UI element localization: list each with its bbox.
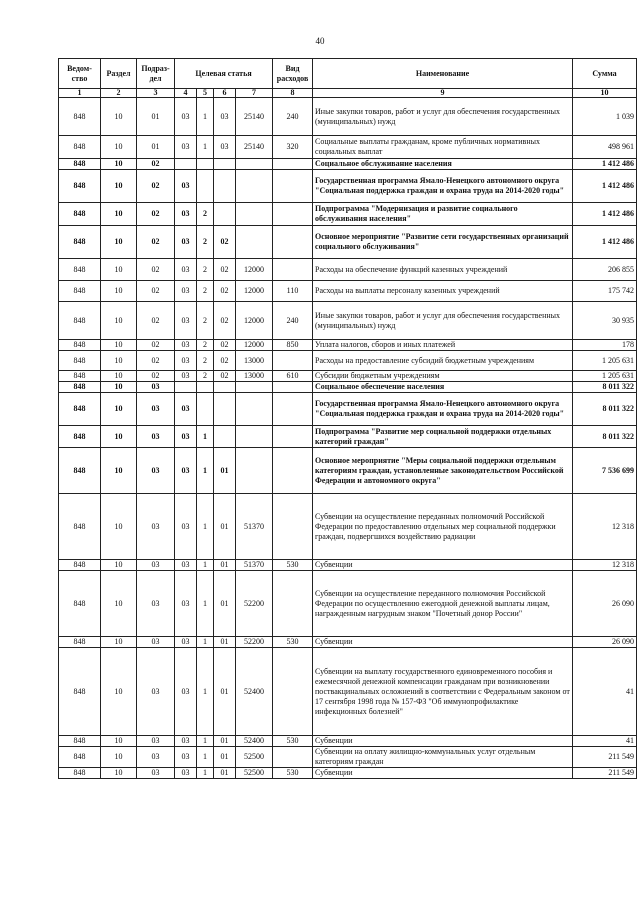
target-code-3-cell: 02 xyxy=(214,371,236,382)
target-code-4-cell xyxy=(236,170,273,203)
naimenovanie-cell: Социальные выплаты гражданам, кроме публичных нормативных социальных выплат xyxy=(313,136,573,159)
vedomstvo-cell: 848 xyxy=(59,98,101,136)
summa-cell: 8 011 322 xyxy=(573,382,637,393)
table-body xyxy=(59,98,637,779)
podrazdel-cell: 01 xyxy=(137,136,175,159)
vid-rashodov-cell: 610 xyxy=(273,371,313,382)
naimenovanie-cell: Основное мероприятие "Меры социальной поддержки отдельным категориям граждан, установленные законодательством Российской Федерации и автономного округа" xyxy=(313,448,573,494)
razdel-cell: 10 xyxy=(101,281,137,302)
vid-rashodov-cell xyxy=(273,203,313,226)
summa-cell: 7 536 699 xyxy=(573,448,637,494)
target-code-1-cell: 03 xyxy=(175,136,197,159)
vid-rashodov-cell xyxy=(273,259,313,281)
target-code-2-cell: 1 xyxy=(197,747,214,768)
target-code-2-cell: 2 xyxy=(197,203,214,226)
table-header-row xyxy=(59,59,637,89)
summa-cell: 211 549 xyxy=(573,768,637,779)
target-code-4-cell xyxy=(236,203,273,226)
podrazdel-cell: 02 xyxy=(137,159,175,170)
podrazdel-cell: 02 xyxy=(137,259,175,281)
target-code-3-cell: 01 xyxy=(214,747,236,768)
target-code-4-cell: 12000 xyxy=(236,302,273,340)
vid-rashodov-cell xyxy=(273,170,313,203)
vedomstvo-cell: 848 xyxy=(59,170,101,203)
vedomstvo-cell: 848 xyxy=(59,448,101,494)
target-code-1-cell: 03 xyxy=(175,426,197,448)
target-code-1-cell xyxy=(175,382,197,393)
razdel-cell: 10 xyxy=(101,648,137,736)
razdel-cell: 10 xyxy=(101,494,137,560)
target-code-3-cell xyxy=(214,426,236,448)
vedomstvo-cell: 848 xyxy=(59,648,101,736)
vedomstvo-cell: 848 xyxy=(59,393,101,426)
summa-cell: 1 205 631 xyxy=(573,371,637,382)
summa-cell: 8 011 322 xyxy=(573,426,637,448)
target-code-3-cell: 02 xyxy=(214,302,236,340)
header-naimenovanie: Наименование xyxy=(313,59,573,89)
vid-rashodov-cell xyxy=(273,382,313,393)
naimenovanie-cell: Субвенции на выплату государственного единовременного пособия и ежемесячной денежной компенсации гражданам при возникновении поствакцинальных осложнений в соответствии с Федеральным законом от 17 сентября 1998 года № 157-ФЗ "Об иммунопрофилактике инфекционных болезней" xyxy=(313,648,573,736)
target-code-2-cell: 2 xyxy=(197,259,214,281)
target-code-2-cell: 1 xyxy=(197,736,214,747)
table-row xyxy=(59,393,637,426)
vid-rashodov-cell: 530 xyxy=(273,736,313,747)
target-code-1-cell: 03 xyxy=(175,203,197,226)
target-code-3-cell: 01 xyxy=(214,571,236,637)
target-code-2-cell: 2 xyxy=(197,371,214,382)
podrazdel-cell: 03 xyxy=(137,560,175,571)
vid-rashodov-cell: 240 xyxy=(273,302,313,340)
razdel-cell: 10 xyxy=(101,340,137,351)
table-row xyxy=(59,382,637,393)
target-code-1-cell: 03 xyxy=(175,448,197,494)
summa-cell: 1 412 486 xyxy=(573,159,637,170)
target-code-1-cell: 03 xyxy=(175,560,197,571)
vedomstvo-cell: 848 xyxy=(59,159,101,170)
podrazdel-cell: 03 xyxy=(137,426,175,448)
summa-cell: 41 xyxy=(573,648,637,736)
target-code-2-cell xyxy=(197,159,214,170)
summa-cell: 211 549 xyxy=(573,747,637,768)
target-code-3-cell xyxy=(214,170,236,203)
vedomstvo-cell: 848 xyxy=(59,571,101,637)
target-code-4-cell: 13000 xyxy=(236,371,273,382)
target-code-1-cell: 03 xyxy=(175,768,197,779)
column-number: 8 xyxy=(273,89,313,98)
summa-cell: 1 412 486 xyxy=(573,170,637,203)
table-row xyxy=(59,340,637,351)
razdel-cell: 10 xyxy=(101,768,137,779)
column-number: 10 xyxy=(573,89,637,98)
target-code-3-cell: 01 xyxy=(214,494,236,560)
naimenovanie-cell: Подпрограмма "Модернизация и развитие социального обслуживания населения" xyxy=(313,203,573,226)
razdel-cell: 10 xyxy=(101,98,137,136)
budget-table xyxy=(58,58,637,779)
naimenovanie-cell: Государственная программа Ямало-Ненецкого автономного округа "Социальная поддержка граждан и охрана труда на 2014-2020 годы" xyxy=(313,170,573,203)
table-row xyxy=(59,494,637,560)
vedomstvo-cell: 848 xyxy=(59,226,101,259)
naimenovanie-cell: Субвенции xyxy=(313,637,573,648)
podrazdel-cell: 02 xyxy=(137,351,175,371)
table-row xyxy=(59,560,637,571)
table-row xyxy=(59,259,637,281)
vedomstvo-cell: 848 xyxy=(59,382,101,393)
target-code-1-cell: 03 xyxy=(175,98,197,136)
target-code-2-cell: 1 xyxy=(197,426,214,448)
vid-rashodov-cell xyxy=(273,571,313,637)
razdel-cell: 10 xyxy=(101,371,137,382)
target-code-3-cell: 01 xyxy=(214,560,236,571)
target-code-2-cell: 1 xyxy=(197,98,214,136)
podrazdel-cell: 02 xyxy=(137,302,175,340)
target-code-2-cell: 1 xyxy=(197,494,214,560)
razdel-cell: 10 xyxy=(101,159,137,170)
vid-rashodov-cell xyxy=(273,226,313,259)
naimenovanie-cell: Социальное обеспечение населения xyxy=(313,382,573,393)
podrazdel-cell: 03 xyxy=(137,448,175,494)
summa-cell: 1 412 486 xyxy=(573,226,637,259)
vid-rashodov-cell: 530 xyxy=(273,637,313,648)
naimenovanie-cell: Основное мероприятие "Развитие сети государственных организаций социального обслуживания" xyxy=(313,226,573,259)
column-number: 5 xyxy=(197,89,214,98)
target-code-1-cell xyxy=(175,159,197,170)
target-code-2-cell: 1 xyxy=(197,768,214,779)
vedomstvo-cell: 848 xyxy=(59,259,101,281)
summa-cell: 175 742 xyxy=(573,281,637,302)
summa-cell: 206 855 xyxy=(573,259,637,281)
razdel-cell: 10 xyxy=(101,426,137,448)
table-row xyxy=(59,351,637,371)
table-row xyxy=(59,281,637,302)
header-summa: Сумма xyxy=(573,59,637,89)
naimenovanie-cell: Субсидии бюджетным учреждениям xyxy=(313,371,573,382)
column-number: 1 xyxy=(59,89,101,98)
vid-rashodov-cell xyxy=(273,648,313,736)
table-row xyxy=(59,203,637,226)
naimenovanie-cell: Субвенции xyxy=(313,768,573,779)
target-code-3-cell: 01 xyxy=(214,448,236,494)
vid-rashodov-cell xyxy=(273,426,313,448)
naimenovanie-cell: Расходы на выплаты персоналу казенных учреждений xyxy=(313,281,573,302)
podrazdel-cell: 02 xyxy=(137,170,175,203)
target-code-4-cell: 25140 xyxy=(236,98,273,136)
target-code-4-cell: 12000 xyxy=(236,259,273,281)
razdel-cell: 10 xyxy=(101,448,137,494)
target-code-3-cell: 01 xyxy=(214,648,236,736)
target-code-4-cell: 52500 xyxy=(236,768,273,779)
header-razdel: Раздел xyxy=(101,59,137,89)
column-number: 2 xyxy=(101,89,137,98)
table-row xyxy=(59,371,637,382)
target-code-2-cell: 2 xyxy=(197,226,214,259)
target-code-1-cell: 03 xyxy=(175,371,197,382)
target-code-2-cell: 1 xyxy=(197,571,214,637)
target-code-1-cell: 03 xyxy=(175,281,197,302)
target-code-3-cell: 02 xyxy=(214,281,236,302)
vedomstvo-cell: 848 xyxy=(59,340,101,351)
target-code-2-cell: 2 xyxy=(197,302,214,340)
target-code-3-cell: 01 xyxy=(214,637,236,648)
summa-cell: 30 935 xyxy=(573,302,637,340)
vedomstvo-cell: 848 xyxy=(59,426,101,448)
naimenovanie-cell: Уплата налогов, сборов и иных платежей xyxy=(313,340,573,351)
header-celevaya-statya: Целевая статья xyxy=(175,59,273,89)
podrazdel-cell: 03 xyxy=(137,382,175,393)
table-row xyxy=(59,747,637,768)
summa-cell: 41 xyxy=(573,736,637,747)
podrazdel-cell: 03 xyxy=(137,637,175,648)
vid-rashodov-cell xyxy=(273,351,313,371)
target-code-4-cell xyxy=(236,159,273,170)
target-code-3-cell: 01 xyxy=(214,768,236,779)
table-row xyxy=(59,637,637,648)
vedomstvo-cell: 848 xyxy=(59,351,101,371)
target-code-4-cell: 51370 xyxy=(236,494,273,560)
podrazdel-cell: 02 xyxy=(137,371,175,382)
column-number: 6 xyxy=(214,89,236,98)
table-row xyxy=(59,736,637,747)
target-code-4-cell: 52400 xyxy=(236,736,273,747)
vid-rashodov-cell xyxy=(273,393,313,426)
table-row xyxy=(59,648,637,736)
target-code-1-cell: 03 xyxy=(175,259,197,281)
razdel-cell: 10 xyxy=(101,170,137,203)
target-code-4-cell: 12000 xyxy=(236,281,273,302)
target-code-3-cell xyxy=(214,203,236,226)
vid-rashodov-cell: 530 xyxy=(273,768,313,779)
target-code-3-cell: 02 xyxy=(214,259,236,281)
target-code-4-cell xyxy=(236,382,273,393)
vedomstvo-cell: 848 xyxy=(59,747,101,768)
table-row xyxy=(59,571,637,637)
naimenovanie-cell: Подпрограмма "Развитие мер социальной поддержки отдельных категорий граждан" xyxy=(313,426,573,448)
razdel-cell: 10 xyxy=(101,351,137,371)
target-code-3-cell: 01 xyxy=(214,736,236,747)
summa-cell: 1 205 631 xyxy=(573,351,637,371)
razdel-cell: 10 xyxy=(101,259,137,281)
target-code-4-cell xyxy=(236,393,273,426)
column-number: 3 xyxy=(137,89,175,98)
razdel-cell: 10 xyxy=(101,302,137,340)
naimenovanie-cell: Расходы на предоставление субсидий бюджетным учреждениям xyxy=(313,351,573,371)
target-code-1-cell: 03 xyxy=(175,571,197,637)
target-code-4-cell xyxy=(236,426,273,448)
podrazdel-cell: 02 xyxy=(137,226,175,259)
naimenovanie-cell: Иные закупки товаров, работ и услуг для обеспечения государственных (муниципальных) нужд xyxy=(313,302,573,340)
target-code-4-cell: 25140 xyxy=(236,136,273,159)
vedomstvo-cell: 848 xyxy=(59,768,101,779)
podrazdel-cell: 03 xyxy=(137,494,175,560)
target-code-1-cell: 03 xyxy=(175,170,197,203)
target-code-2-cell xyxy=(197,170,214,203)
target-code-3-cell: 02 xyxy=(214,226,236,259)
target-code-3-cell xyxy=(214,159,236,170)
target-code-2-cell: 1 xyxy=(197,648,214,736)
target-code-2-cell: 2 xyxy=(197,340,214,351)
vid-rashodov-cell xyxy=(273,159,313,170)
razdel-cell: 10 xyxy=(101,226,137,259)
vedomstvo-cell: 848 xyxy=(59,302,101,340)
column-number: 4 xyxy=(175,89,197,98)
razdel-cell: 10 xyxy=(101,747,137,768)
summa-cell: 12 318 xyxy=(573,494,637,560)
target-code-2-cell: 2 xyxy=(197,351,214,371)
vedomstvo-cell: 848 xyxy=(59,560,101,571)
vid-rashodov-cell xyxy=(273,494,313,560)
vedomstvo-cell: 848 xyxy=(59,494,101,560)
target-code-4-cell: 51370 xyxy=(236,560,273,571)
summa-cell: 8 011 322 xyxy=(573,393,637,426)
razdel-cell: 10 xyxy=(101,382,137,393)
podrazdel-cell: 03 xyxy=(137,571,175,637)
naimenovanie-cell: Субвенции на осуществление переданных полномочий Российской Федерации по предоставлению отдельных мер социальной поддержки граждан, подвергшихся воздействию радиации xyxy=(313,494,573,560)
razdel-cell: 10 xyxy=(101,203,137,226)
podrazdel-cell: 03 xyxy=(137,736,175,747)
target-code-3-cell xyxy=(214,393,236,426)
table-row xyxy=(59,136,637,159)
naimenovanie-cell: Социальное обслуживание населения xyxy=(313,159,573,170)
naimenovanie-cell: Расходы на обеспечение функций казенных учреждений xyxy=(313,259,573,281)
podrazdel-cell: 03 xyxy=(137,393,175,426)
target-code-2-cell xyxy=(197,393,214,426)
target-code-4-cell xyxy=(236,226,273,259)
naimenovanie-cell: Субвенции xyxy=(313,736,573,747)
vid-rashodov-cell: 530 xyxy=(273,560,313,571)
target-code-1-cell: 03 xyxy=(175,340,197,351)
target-code-2-cell: 1 xyxy=(197,560,214,571)
naimenovanie-cell: Государственная программа Ямало-Ненецкого автономного округа "Социальная поддержка граждан и охрана труда на 2014-2020 годы" xyxy=(313,393,573,426)
target-code-2-cell xyxy=(197,382,214,393)
summa-cell: 178 xyxy=(573,340,637,351)
podrazdel-cell: 03 xyxy=(137,747,175,768)
summa-cell: 1 412 486 xyxy=(573,203,637,226)
razdel-cell: 10 xyxy=(101,571,137,637)
summa-cell: 498 961 xyxy=(573,136,637,159)
target-code-3-cell: 02 xyxy=(214,351,236,371)
naimenovanie-cell: Субвенции xyxy=(313,560,573,571)
razdel-cell: 10 xyxy=(101,736,137,747)
vedomstvo-cell: 848 xyxy=(59,281,101,302)
header-vedomstvo: Ведом-ство xyxy=(59,59,101,89)
summa-cell: 26 090 xyxy=(573,637,637,648)
table-row xyxy=(59,302,637,340)
target-code-4-cell xyxy=(236,448,273,494)
vedomstvo-cell: 848 xyxy=(59,203,101,226)
target-code-2-cell: 1 xyxy=(197,136,214,159)
target-code-1-cell: 03 xyxy=(175,226,197,259)
table-row xyxy=(59,170,637,203)
target-code-4-cell: 52400 xyxy=(236,648,273,736)
vedomstvo-cell: 848 xyxy=(59,136,101,159)
table-row xyxy=(59,768,637,779)
podrazdel-cell: 02 xyxy=(137,281,175,302)
naimenovanie-cell: Субвенции на осуществление переданного полномочия Российской Федерации по осуществлению ежегодной денежной выплаты лицам, награжденным нагрудным знаком "Почетный донор России" xyxy=(313,571,573,637)
vid-rashodov-cell: 850 xyxy=(273,340,313,351)
target-code-4-cell: 52500 xyxy=(236,747,273,768)
target-code-2-cell: 1 xyxy=(197,637,214,648)
razdel-cell: 10 xyxy=(101,560,137,571)
target-code-1-cell: 03 xyxy=(175,637,197,648)
column-number-row xyxy=(59,89,637,98)
vedomstvo-cell: 848 xyxy=(59,637,101,648)
podrazdel-cell: 03 xyxy=(137,648,175,736)
column-number: 9 xyxy=(313,89,573,98)
target-code-1-cell: 03 xyxy=(175,393,197,426)
vedomstvo-cell: 848 xyxy=(59,736,101,747)
vid-rashodov-cell: 320 xyxy=(273,136,313,159)
summa-cell: 1 039 xyxy=(573,98,637,136)
target-code-4-cell: 12000 xyxy=(236,340,273,351)
target-code-4-cell: 13000 xyxy=(236,351,273,371)
header-podrazdel: Подраз-дел xyxy=(137,59,175,89)
target-code-1-cell: 03 xyxy=(175,351,197,371)
target-code-1-cell: 03 xyxy=(175,736,197,747)
target-code-2-cell: 1 xyxy=(197,448,214,494)
target-code-1-cell: 03 xyxy=(175,648,197,736)
page-number: 40 xyxy=(315,36,325,46)
naimenovanie-cell: Иные закупки товаров, работ и услуг для обеспечения государственных (муниципальных) нужд xyxy=(313,98,573,136)
target-code-1-cell: 03 xyxy=(175,302,197,340)
target-code-1-cell: 03 xyxy=(175,747,197,768)
vid-rashodov-cell xyxy=(273,448,313,494)
target-code-3-cell: 02 xyxy=(214,340,236,351)
target-code-4-cell: 52200 xyxy=(236,637,273,648)
table-row xyxy=(59,226,637,259)
target-code-3-cell: 03 xyxy=(214,136,236,159)
vid-rashodov-cell: 110 xyxy=(273,281,313,302)
table-row xyxy=(59,159,637,170)
table-row xyxy=(59,426,637,448)
vid-rashodov-cell: 240 xyxy=(273,98,313,136)
table-row xyxy=(59,448,637,494)
summa-cell: 12 318 xyxy=(573,560,637,571)
target-code-1-cell: 03 xyxy=(175,494,197,560)
target-code-4-cell: 52200 xyxy=(236,571,273,637)
summa-cell: 26 090 xyxy=(573,571,637,637)
naimenovanie-cell: Субвенции на оплату жилищно-коммунальных услуг отдельным категориям граждан xyxy=(313,747,573,768)
vid-rashodov-cell xyxy=(273,747,313,768)
razdel-cell: 10 xyxy=(101,637,137,648)
razdel-cell: 10 xyxy=(101,393,137,426)
column-number: 7 xyxy=(236,89,273,98)
podrazdel-cell: 02 xyxy=(137,340,175,351)
target-code-3-cell xyxy=(214,382,236,393)
podrazdel-cell: 03 xyxy=(137,768,175,779)
header-vid-rashodov: Вид расходов xyxy=(273,59,313,89)
podrazdel-cell: 01 xyxy=(137,98,175,136)
target-code-3-cell: 03 xyxy=(214,98,236,136)
vedomstvo-cell: 848 xyxy=(59,371,101,382)
table-row xyxy=(59,98,637,136)
podrazdel-cell: 02 xyxy=(137,203,175,226)
razdel-cell: 10 xyxy=(101,136,137,159)
target-code-2-cell: 2 xyxy=(197,281,214,302)
